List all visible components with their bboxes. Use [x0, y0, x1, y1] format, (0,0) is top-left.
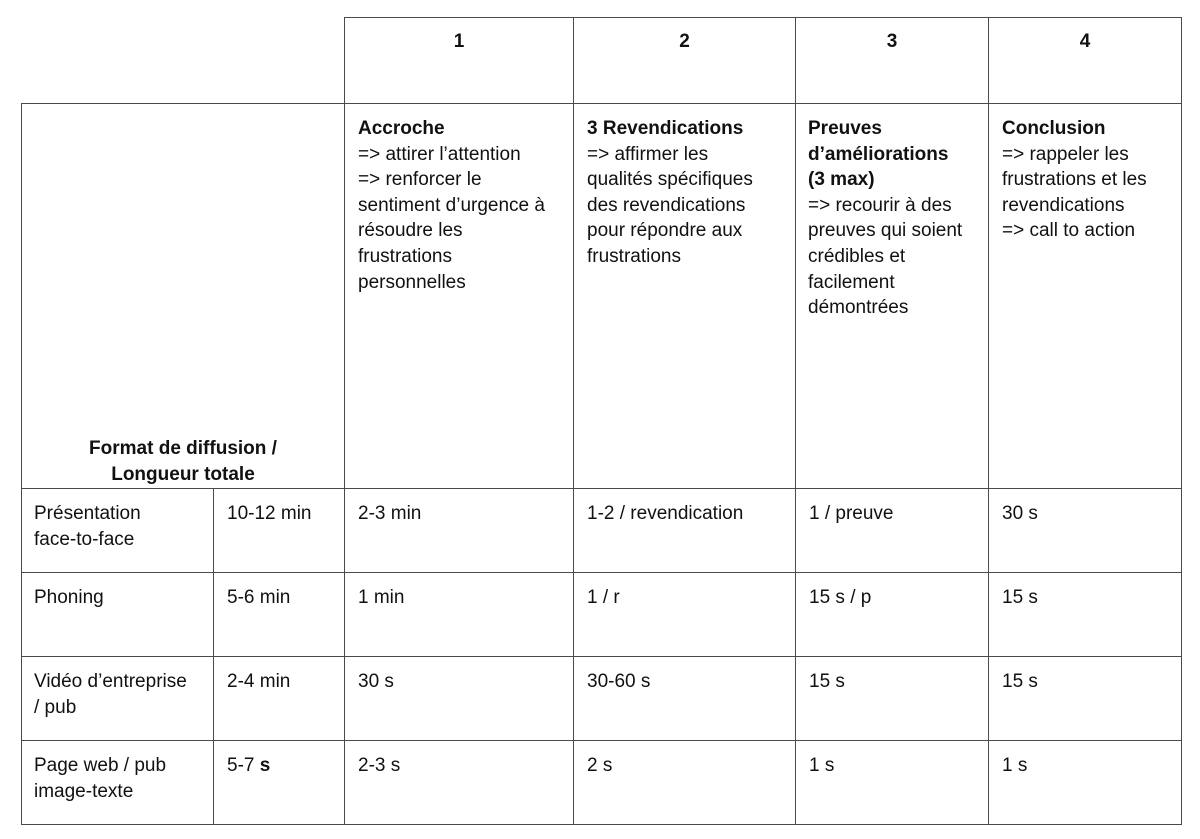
row-divider	[21, 103, 1182, 104]
phase-cell-revendications	[587, 116, 753, 270]
row-cell: 15 s	[1002, 587, 1038, 608]
phase-cell-preuves	[808, 116, 962, 321]
format-label-line: / pub	[34, 696, 77, 718]
row-cell: 1 s	[1002, 755, 1028, 776]
phase-description-line: sentiment d’urgence à	[358, 194, 545, 216]
phase-description-line: => affirmer les	[587, 143, 709, 165]
row-cell: 15 s	[1002, 671, 1038, 692]
row-cell: 2 s	[587, 755, 613, 776]
phase-number: 3	[886, 31, 898, 52]
phase-description-line: => rappeler les	[1002, 143, 1129, 165]
phase-title: d’améliorations	[808, 143, 949, 165]
phase-description-line: frustrations	[358, 245, 452, 267]
row-cell: 15 s	[809, 671, 845, 692]
row-total-length	[227, 669, 290, 695]
row-format-label	[34, 501, 141, 552]
row-divider	[21, 656, 1182, 657]
row-cell: 30 s	[358, 671, 394, 692]
column-divider	[344, 17, 345, 825]
format-header-line: Longueur totale	[111, 464, 255, 485]
row-divider	[21, 488, 1182, 489]
row-divider	[21, 572, 1182, 573]
phase-number: 2	[679, 31, 690, 52]
total-length-value: 5-6 min	[227, 587, 291, 608]
row-cell: 1 / r	[587, 587, 620, 608]
phase-description-line: frustrations et les	[1002, 169, 1147, 191]
phase-title: 3 Revendications	[587, 118, 744, 139]
phase-title: Conclusion	[1002, 118, 1106, 139]
phase-description-line: frustrations	[587, 245, 681, 267]
format-label-line: image-texte	[34, 780, 134, 802]
phase-number: 4	[1079, 31, 1091, 52]
format-label-line: Vidéo d’entreprise	[34, 671, 187, 692]
phase-number: 1	[453, 31, 465, 52]
row-format-label	[34, 669, 187, 720]
table-border-right	[1181, 17, 1182, 825]
row-total-length	[227, 585, 290, 611]
row-cell: 1-2 / revendication	[587, 503, 744, 524]
total-length-value: 10-12 min	[227, 503, 312, 524]
phase-description-line: revendications	[1002, 194, 1125, 216]
row-cell: 2-3 min	[358, 503, 422, 524]
phase-title: Preuves	[808, 118, 882, 139]
row-cell: 30 s	[1002, 503, 1038, 524]
phase-description-line: qualités spécifiques	[587, 169, 753, 191]
table-border-top	[344, 17, 1182, 18]
row-total-length	[227, 501, 312, 527]
format-label-line: Présentation	[34, 503, 141, 524]
row-format-label	[34, 585, 104, 611]
row-format-label	[34, 753, 166, 804]
format-label-line: face-to-face	[34, 528, 135, 550]
phase-description-line: preuves qui soient	[808, 220, 963, 242]
phase-title: (3 max)	[808, 169, 875, 191]
row-cell: 1 s	[809, 755, 835, 776]
phase-description-line: résoudre les	[358, 220, 463, 242]
column-divider	[988, 17, 989, 825]
phase-cell-conclusion	[1002, 116, 1147, 244]
total-length-value: 5-7	[227, 755, 260, 776]
row-total-length	[227, 753, 270, 779]
row-cell: 1 min	[358, 587, 405, 608]
row-cell: 2-3 s	[358, 755, 401, 776]
phase-description-line: démontrées	[808, 297, 909, 319]
column-divider	[795, 17, 796, 825]
phase-description-line: des revendications	[587, 194, 746, 216]
phase-description-line: => renforcer le	[358, 169, 482, 191]
row-divider	[21, 740, 1182, 741]
phase-description-line: => attirer l’attention	[358, 143, 521, 165]
total-length-unit: s	[259, 755, 271, 776]
phase-description-line: facilement	[808, 271, 895, 293]
row-cell: 15 s / p	[809, 587, 872, 608]
phase-description-line: crédibles et	[808, 245, 906, 267]
row-cell: 1 / preuve	[809, 503, 894, 524]
phase-description-line: personnelles	[358, 271, 466, 293]
column-divider	[213, 488, 214, 825]
format-header-line: Format de diffusion /	[89, 438, 277, 459]
column-divider	[573, 17, 574, 825]
format-header	[22, 436, 344, 488]
phase-description-line: pour répondre aux	[587, 220, 743, 242]
total-length-value: 2-4 min	[227, 671, 291, 692]
format-label-line: Phoning	[34, 587, 104, 608]
phase-description-line: => call to action	[1002, 220, 1136, 242]
phase-description-line: => recourir à des	[808, 194, 952, 216]
phase-title: Accroche	[358, 118, 445, 139]
phase-cell-accroche	[358, 116, 545, 295]
row-cell: 30-60 s	[587, 671, 651, 692]
format-label-line: Page web / pub	[34, 755, 167, 776]
table-border-bottom	[21, 824, 1182, 825]
